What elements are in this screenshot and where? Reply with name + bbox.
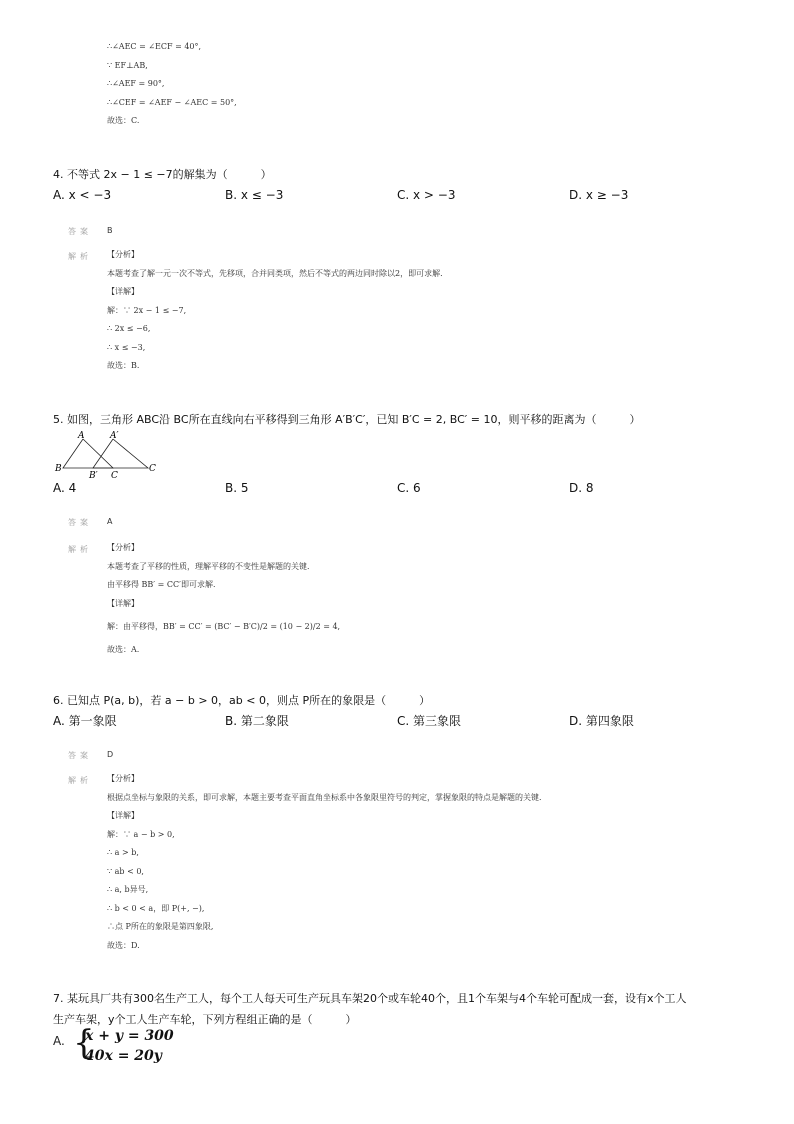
q7-stem-line1: 7. 某玩具厂共有300名生产工人，每个工人每天可生产玩具车架20个或车轮40个，且1个车架与4个车轮可配成一套，设有x个工人 — [53, 992, 687, 1005]
analysis-line: ∴ 2x ≤ −6, — [107, 324, 151, 333]
q5-analysis — [107, 539, 340, 660]
q6-option-b[interactable]: B. 第二象限 — [225, 714, 289, 728]
q4-analysis-label: 解析 — [68, 252, 92, 261]
q6-option-c[interactable]: C. 第三象限 — [397, 714, 462, 728]
triangle-a-prime — [93, 439, 148, 468]
label-a: A — [78, 431, 85, 441]
analysis-line: ∴ a > b, — [107, 848, 139, 857]
analysis-line: ∴ x ≤ −3, — [107, 342, 146, 352]
solution-line: ∵ EF⊥AB, — [107, 60, 148, 70]
q5-answer-value: A — [107, 517, 113, 526]
analysis-line: 本题考查了平移的性质，理解平移的不变性是解题的关键． — [107, 561, 315, 571]
analysis-line: 【详解】 — [107, 287, 139, 296]
q6-analysis-label: 解析 — [68, 776, 92, 785]
brace-icon: { — [73, 1023, 95, 1063]
analysis-line: ∴点 P所在的象限是第四象限, — [107, 922, 214, 931]
q7-option-a-label: A. — [53, 1034, 65, 1048]
analysis-line: 解：由平移得，BB′ = CC′ = (BC′ − B′C)/2 = (10 − 2)/2 = 4, — [107, 622, 341, 631]
q7-stem-line2: 生产车架，y个工人生产车轮，下列方程组正确的是（ ） — [53, 1013, 357, 1026]
q4-option-c[interactable]: C. x > −3 — [397, 188, 456, 202]
q4-option-a[interactable]: A. x < −3 — [53, 188, 112, 202]
q5-answer-label: 答案 — [68, 518, 92, 527]
q4-answer-label: 答案 — [68, 227, 92, 236]
q4-options — [53, 188, 753, 208]
analysis-line: ∴ b < 0 < a，即 P(+, −), — [107, 903, 205, 913]
label-a-prime: A′ — [110, 431, 119, 441]
q6-answer-label: 答案 — [68, 751, 92, 760]
equation-line: 40x = 20y — [85, 1048, 162, 1064]
q5-stem: 5. 如图，三角形 ABC沿 BC所在直线向右平移得到三角形 A′B′C′，已知 B′C = 2, BC′ = 10，则平移的距离为（ ） — [53, 413, 641, 426]
analysis-line: 【分析】 — [107, 250, 139, 259]
equation-line: x + y = 300 — [85, 1028, 174, 1044]
q4-answer-value: B — [107, 226, 113, 235]
translation-figure — [53, 428, 163, 480]
q5-options — [53, 481, 753, 501]
q4-analysis — [107, 246, 448, 376]
label-b: B — [55, 464, 62, 474]
q6-analysis — [107, 770, 547, 955]
analysis-line: ∵ ab < 0, — [107, 866, 144, 876]
q6-option-d[interactable]: D. 第四象限 — [569, 714, 634, 728]
analysis-line: 解：∵ a − b > 0, — [107, 829, 175, 839]
analysis-line: 本题考查了解一元一次不等式，先移项，合并同类项，然后不等式的两边同时除以2，即可求解． — [107, 268, 449, 278]
label-c-prime: C — [149, 464, 156, 474]
solution-line: ∴∠CEF = ∠AEF − ∠AEC = 50°, — [107, 97, 237, 107]
analysis-line: 解：∵ 2x − 1 ≤ −7, — [107, 305, 187, 315]
analysis-line: 【分析】 — [107, 774, 139, 783]
analysis-line: 故选：D. — [107, 940, 140, 950]
analysis-line: 【分析】 — [107, 543, 139, 552]
solution-line: ∴∠AEC = ∠ECF = 40°, — [107, 42, 202, 51]
analysis-line: ∴ a, b异号, — [107, 885, 149, 894]
analysis-line: 由平移得 BB′ = CC′即可求解． — [107, 580, 221, 589]
q3-solution-tail — [107, 38, 237, 131]
analysis-line: 故选：B. — [107, 361, 140, 370]
label-b-prime: B′ — [89, 471, 98, 480]
q6-option-a[interactable]: A. 第一象限 — [53, 714, 117, 728]
q5-analysis-label: 解析 — [68, 545, 92, 554]
q6-options — [53, 712, 753, 732]
analysis-line: 【详解】 — [107, 598, 139, 608]
q5-option-c[interactable]: C. 6 — [397, 481, 421, 495]
solution-line: ∴∠AEF = 90°, — [107, 79, 165, 88]
q4-option-d[interactable]: D. x ≥ −3 — [569, 188, 629, 202]
q4-option-b[interactable]: B. x ≤ −3 — [225, 188, 284, 202]
analysis-line: 故选：A. — [107, 645, 140, 654]
triangle-abc — [63, 439, 113, 468]
q6-answer-value: D — [107, 750, 114, 759]
analysis-line: 【详解】 — [107, 811, 139, 820]
q4-stem: 4. 不等式 2x − 1 ≤ −7的解集为（ ） — [53, 168, 272, 181]
solution-line: 故选：C. — [107, 116, 140, 125]
q5-option-a[interactable]: A. 4 — [53, 481, 77, 495]
analysis-line: 根据点坐标与象限的关系，即可求解，本题主要考查平面直角坐标系中各象限里符号的判定，掌握象限的特点是解题的关键． — [107, 792, 547, 802]
q5-option-b[interactable]: B. 5 — [225, 481, 249, 495]
label-c: C — [111, 471, 118, 480]
q5-option-d[interactable]: D. 8 — [569, 481, 594, 495]
q6-stem: 6. 已知点 P(a, b)，若 a − b > 0，ab < 0，则点 P所在的象限是（ ） — [53, 694, 431, 707]
